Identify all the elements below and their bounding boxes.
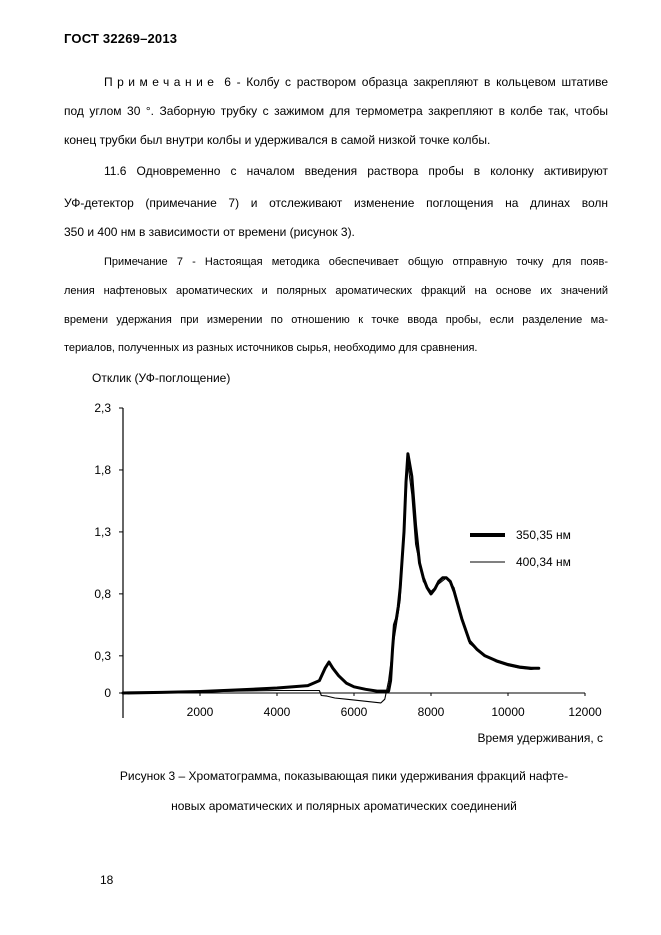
- x-tick-label: 4000: [263, 705, 291, 719]
- note-7-line-4: териалов, полученных из разных источников сырья, необходимо для сравнения.: [64, 342, 478, 354]
- para-11-6-line-2: УФ-детектор (примечание 7) и отслеживают изменение поглощения на длинах волн: [64, 196, 608, 210]
- x-tick-label: 12000: [568, 705, 602, 719]
- y-tick-label: 0,3: [94, 648, 111, 663]
- legend-entry: 400,34 нм: [516, 555, 571, 569]
- note-6-label: Примечание: [104, 75, 219, 89]
- note-7-line-1-text: Примечание 7 - Настоящая методика обеспечивает общую отправную точку для появ-: [104, 256, 608, 268]
- x-tick-label: 2000: [186, 705, 214, 719]
- y-tick-label: 1,3: [94, 524, 111, 539]
- y-tick-label: 0: [104, 686, 111, 700]
- legend-entry: 350,35 нм: [516, 528, 571, 542]
- chart-series: [123, 454, 539, 703]
- document-code: ГОСТ 32269–2013: [64, 31, 178, 46]
- page-number: 18: [100, 873, 114, 887]
- series-line-35035: [123, 454, 539, 693]
- note-6-line-2: под углом 30 °. Заборную трубку с зажимом для термометра закрепляют в колбе так, чтобы: [64, 104, 608, 118]
- chart-y-axis-label: Отклик (УФ-поглощение): [92, 371, 231, 385]
- y-tick-label: 2,3: [94, 401, 111, 415]
- figure-caption-line-1: Рисунок 3 – Хроматограмма, показывающая пики удерживания фракций нафте-: [119, 769, 569, 783]
- note-6-number: 6: [224, 75, 231, 89]
- chart-x-axis-label: Время удерживания, с: [477, 731, 603, 745]
- y-tick-label: 0,8: [94, 586, 111, 601]
- figure-caption-line-2: новых ароматических и полярных ароматических соединений: [171, 799, 517, 813]
- chart-legend: [470, 528, 571, 569]
- note-7-line-3: времени удержания при измерении по отношению к точке ввода пробы, если разделение ма-: [64, 314, 608, 326]
- y-tick-label: 1,8: [94, 462, 111, 477]
- note-7-line-2: ления нафтеновых ароматических и полярных ароматических фракций на основе их значений: [64, 285, 608, 297]
- x-tick-label: 8000: [417, 705, 445, 719]
- para-11-6-line-1-text: 11.6 Одновременно с началом введения раствора пробы в колонку активируют: [104, 164, 608, 178]
- x-tick-label: 10000: [491, 705, 525, 719]
- x-tick-label: 6000: [340, 705, 368, 719]
- note-6-text: - Колбу с раствором образца закрепляют в кольцевом штативе: [236, 75, 608, 89]
- note-6-line-3: конец трубки был внутри колбы и удерживался в самой низкой точке колбы.: [64, 133, 491, 147]
- para-11-6-line-3: 350 и 400 нм в зависимости от времени (рисунок 3).: [64, 225, 355, 239]
